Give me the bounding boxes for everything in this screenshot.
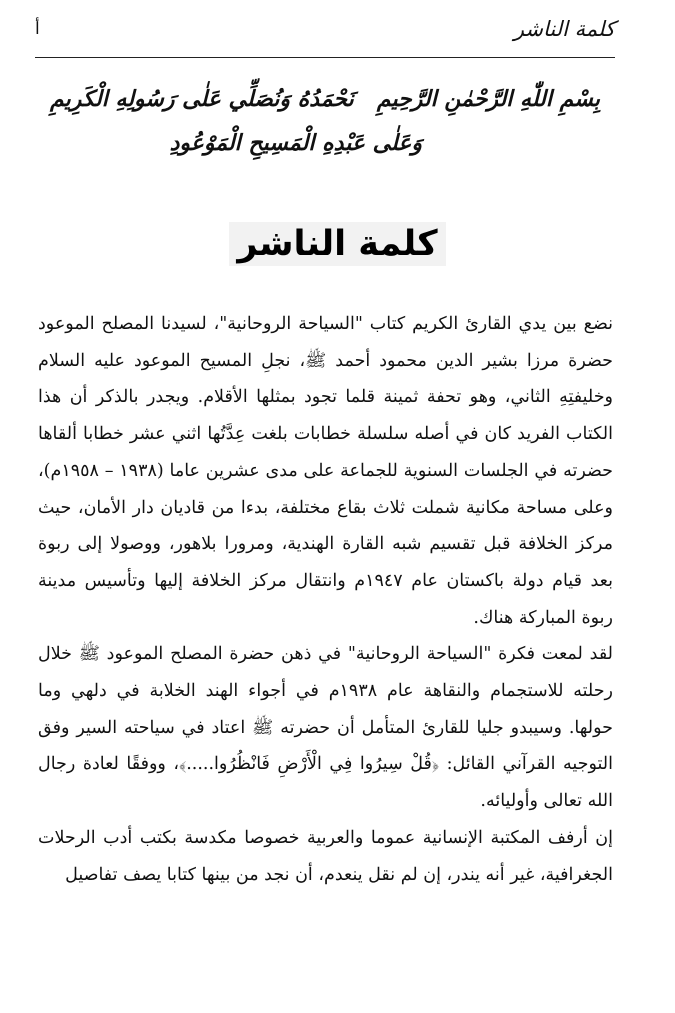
title-block (0, 222, 675, 266)
basmala: بِسْمِ اللّٰهِ الرَّحْمٰنِ الرَّحِيمِ (376, 86, 600, 112)
invocation (40, 82, 610, 172)
page-number: أ (35, 19, 40, 39)
page-title: كلمة الناشر (229, 222, 445, 266)
body-text (38, 306, 613, 893)
paragraph-3: إن أرفف المكتبة الإنسانية عموما والعربية خصوصا مكدسة بكتب أدب الرحلات الجغرافية، غير أنه يندر، إن لم نقل ينعدم، أن نجد من بينها كتابا يصف تفاصيل (38, 827, 613, 885)
paragraph-1: نضع بين يدي القارئ الكريم كتاب "السياحة الروحانية"، لسيدنا المصلح الموعود حضرة مرزا بشير الدين محمود أحمد ﷺ، نجلِ المسيح الموعود عليه السلام وخليفتِهِ الثاني، وهو تحفة ثمينة قلما تجود بمثلها الأقلام. ويجدر بالذكر أن هذا الكتاب الفريد كان في أصله سلسلة خطابات بلغت عِدَّتُها اثني عشر خطابا ألقاها حضرته في الجلسات السنوية للجماعة على مدى عشرين عاما (١٩٣٨ – ١٩٥٨م)، وعلى مساحة مكانية شملت ثلاث بقاع مختلفة، بدءا من قاديان دار الأمان، حيث مركز الخلافة قبل تقسيم شبه القارة الهندية، ومرورا بلاهور، ووصولا إلى ربوة بعد قيام دولة باكستان عام ١٩٤٧م وانتقال مركز الخلافة إليها وتأسيس مدينة ربوة المباركة هناك. (38, 314, 613, 628)
invocation-third-line: وَعَلٰى عَبْدِهِ الْمَسِيحِ الْمَوْعُودِ (169, 130, 422, 156)
paragraph-2: لقد لمعت فكرة "السياحة الروحانية" في ذهن حضرة المصلح الموعود ﷺ خلال رحلته للاستجمام والنقاهة عام ١٩٣٨م في أجواء الهند الخلابة في دلهي وما حولها. وسيبدو جليا للقارئ المتأمل أن حضرته ﷺ اعتاد في سياحته السير وفق التوجيه القرآني القائل: ﴿قُلْ سِيرُوا فِي الْأَرْضِ فَانْظُرُوا.....﴾، ووفقًا لعادة رجال الله تعالى وأوليائه. (38, 644, 613, 812)
praise-line: نَحْمَدُهُ وَنُصَلِّي عَلٰى رَسُولِهِ الْكَرِيمِ (50, 86, 354, 112)
header-title: كلمة الناشر (513, 17, 615, 41)
running-head (35, 0, 615, 58)
